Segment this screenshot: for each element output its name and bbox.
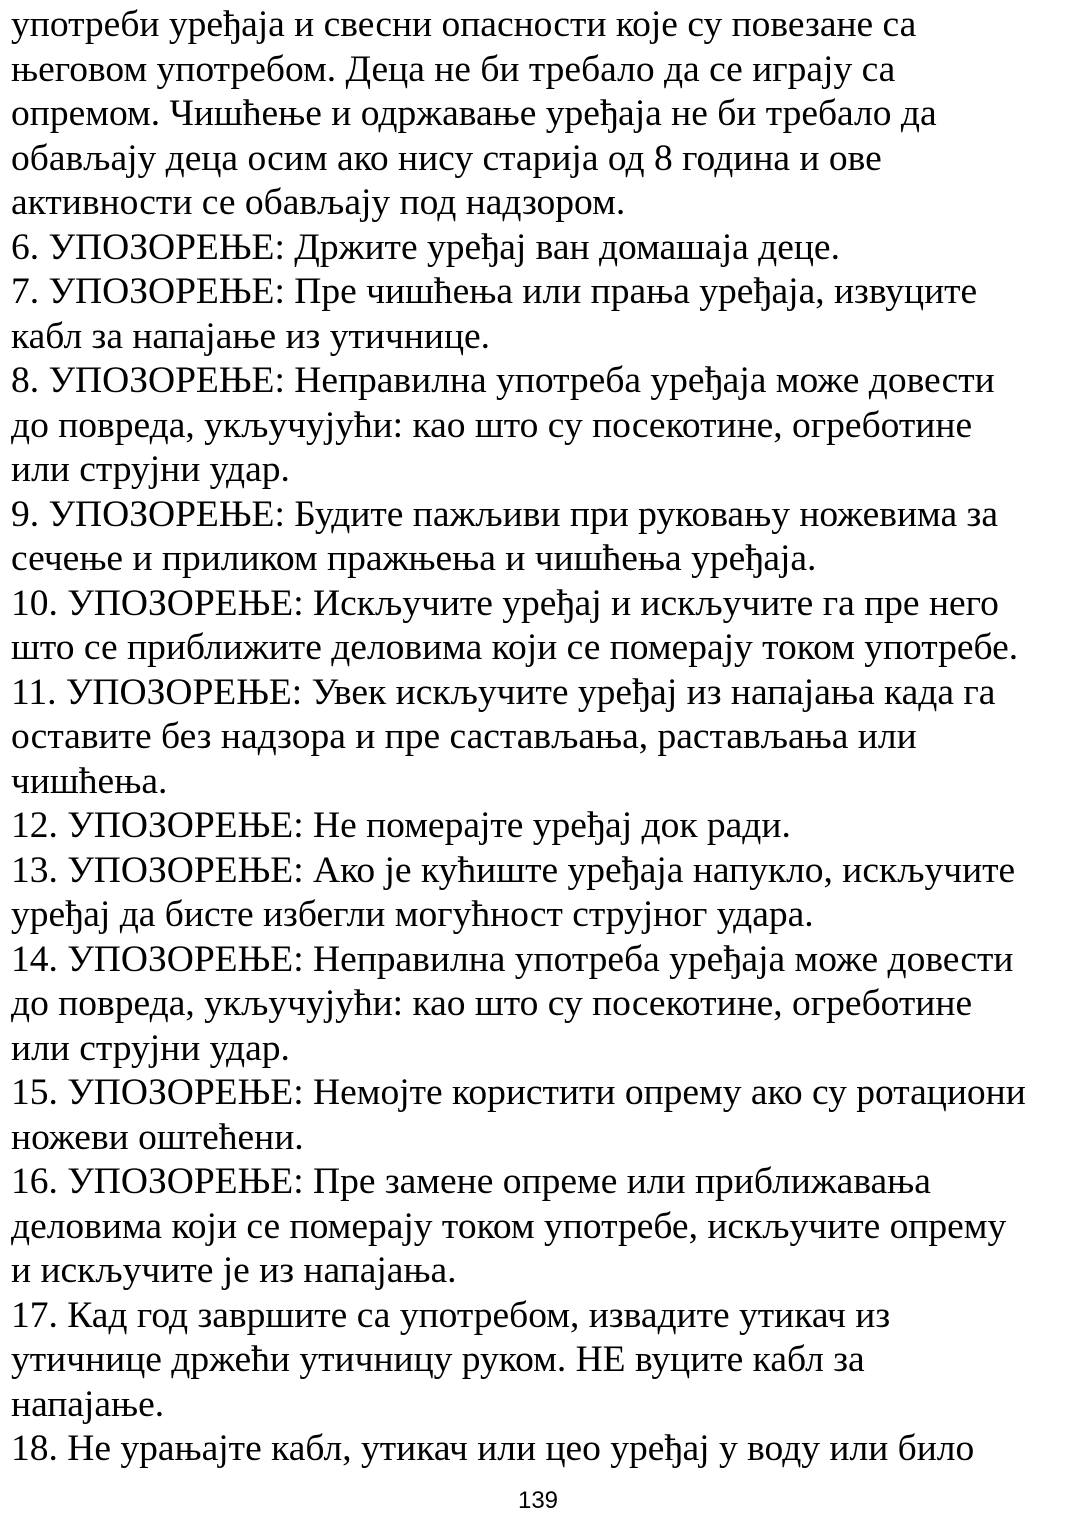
body-text bbox=[11, 3, 1073, 1472]
text-line: ножеви оштећени. bbox=[11, 1116, 304, 1158]
text-line: и искључите је из напајања. bbox=[11, 1250, 457, 1291]
text-line: сечење и приликом пражњења и чишћења уређаја. bbox=[11, 538, 817, 579]
warning-item-10: 10. УПОЗОРЕЊЕ: Искључите уређај и искључите га пре него bbox=[11, 582, 999, 624]
text-line: употреби уређаја и свесни опасности које су повезане са bbox=[11, 4, 917, 45]
page-number: 139 bbox=[517, 1487, 559, 1514]
text-line: чишћења. bbox=[11, 760, 168, 802]
warning-item-11: 11. УПОЗОРЕЊЕ: Увек искључите уређај из напајања када га bbox=[11, 671, 996, 713]
warning-item-9: 9. УПОЗОРЕЊЕ: Будите пажљиви при руковању ножевима за bbox=[11, 493, 998, 535]
text-line: кабл за напајање из утичнице. bbox=[11, 315, 491, 357]
warning-item-15: 15. УПОЗОРЕЊЕ: Немојте користити опрему ако су ротациони bbox=[11, 1072, 1026, 1113]
warning-item-8: 8. УПОЗОРЕЊЕ: Неправилна употреба уређаја може довести bbox=[11, 360, 995, 401]
warning-item-7: 7. УПОЗОРЕЊЕ: Пре чишћења или прања уређаја, извуците bbox=[11, 271, 978, 312]
instruction-item-17: 17. Кад год завршите са употребом, извадите утикач из bbox=[11, 1294, 891, 1336]
text-line: уређај да бисте избегли могућност струјног удара. bbox=[11, 894, 814, 935]
warning-item-6: 6. УПОЗОРЕЊЕ: Држите уређај ван домашаја деце. bbox=[11, 226, 840, 268]
text-line: активности се обављају под надзором. bbox=[11, 182, 626, 223]
text-line: утичнице држећи утичницу руком. НЕ вуците кабл за bbox=[11, 1339, 865, 1380]
warning-item-14: 14. УПОЗОРЕЊЕ: Неправилна употреба уређаја може довести bbox=[11, 938, 1014, 980]
text-line: напајање. bbox=[11, 1383, 165, 1425]
warning-item-12: 12. УПОЗОРЕЊЕ: Не померајте уређај док ради. bbox=[11, 805, 791, 846]
warning-item-13: 13. УПОЗОРЕЊЕ: Ако је кућиште уређаја напукло, искључите bbox=[11, 849, 1016, 891]
warning-item-16: 16. УПОЗОРЕЊЕ: Пре замене опреме или приближавања bbox=[11, 1161, 931, 1202]
text-line: што се приближите деловима који се померају током употребе. bbox=[11, 627, 1019, 668]
text-line: обављају деца осим ако нису старија од 8 година и ове bbox=[11, 137, 882, 179]
text-line: деловима који се померају током употребе, искључите опрему bbox=[11, 1205, 1007, 1247]
text-line: до повреда, укључујући: као што су посекотине, огреботине bbox=[11, 983, 973, 1024]
instruction-item-18: 18. Не урањајте кабл, утикач или цео уређај у воду или било bbox=[11, 1428, 975, 1469]
text-line: до повреда, укључујући: као што су посекотине, огреботине bbox=[11, 404, 973, 446]
text-line: његовом употребом. Деца не би требало да се играју са bbox=[11, 48, 896, 90]
text-line: или струјни удар. bbox=[11, 1027, 290, 1069]
text-line: опремом. Чишћење и одржавање уређаја не би требало да bbox=[11, 93, 937, 134]
text-line: или струјни удар. bbox=[11, 449, 290, 490]
text-line: оставите без надзора и пре састављања, растављања или bbox=[11, 716, 917, 757]
